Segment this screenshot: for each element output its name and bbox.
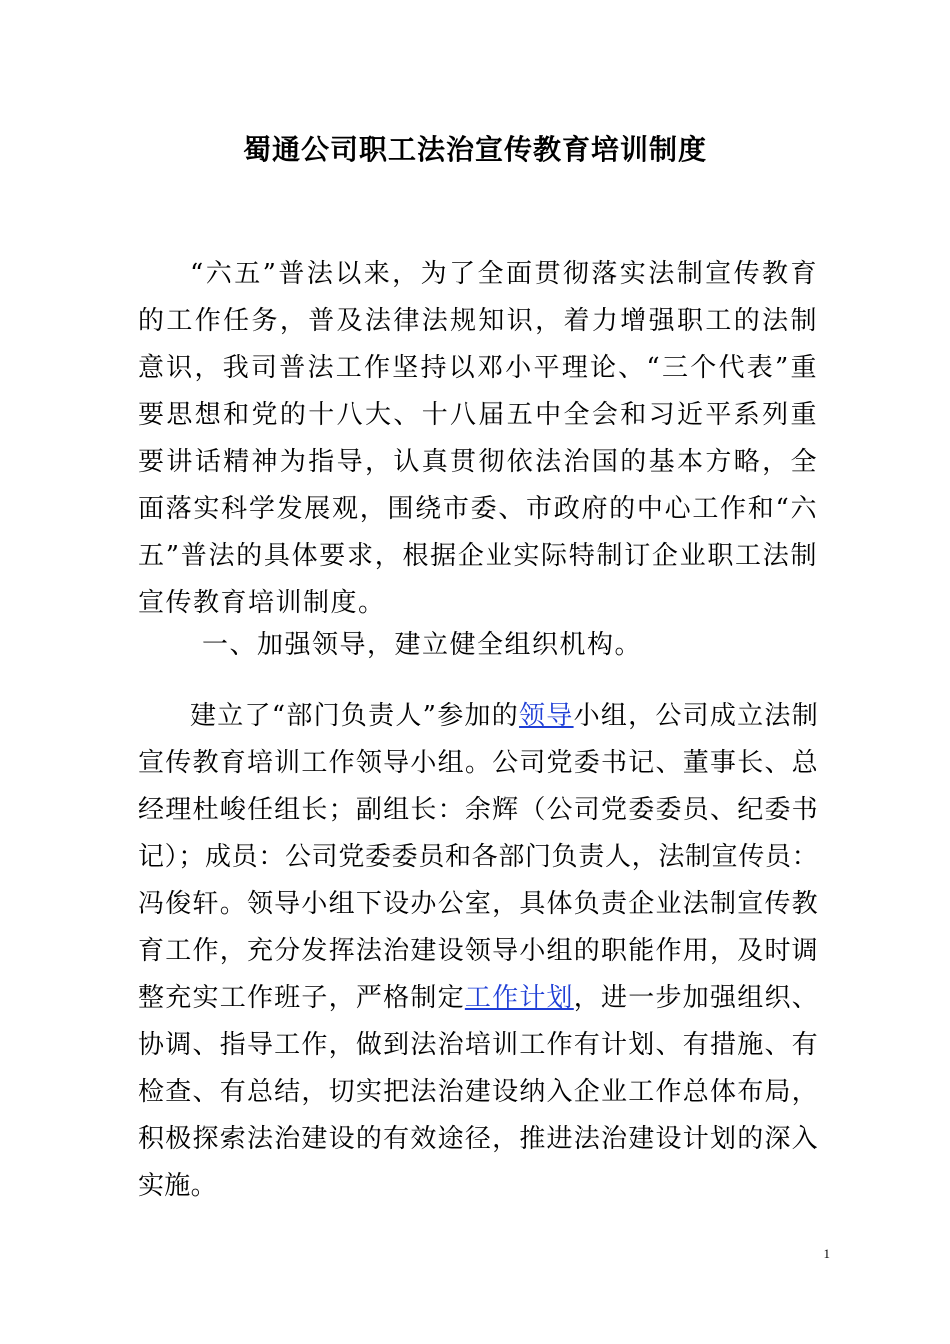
page-number: 1	[823, 1246, 830, 1261]
leadership-link[interactable]: 领导	[519, 701, 574, 731]
section-1-paragraph	[138, 693, 818, 1210]
paragraph-text-part-1: 建立了“部门负责人”参加的	[190, 701, 520, 731]
document-title: 蜀通公司职工法治宣传教育培训制度	[242, 133, 707, 166]
intro-paragraph: “六五”普法以来，为了全面贯彻落实法制宣传教育的工作任务，普及法律法规知识，着力增强职工的法制意识，我司普法工作坚持以邓小平理论、“三个代表”重要思想和党的十八大、十八届五中全会和习近平系列重要讲话精神为指导，认真贯彻依法治国的基本方略，全面落实科学发展观，围绕市委、市政府的中心工作和“六五”普法的具体要求，根据企业实际特制订企业职工法制宣传教育培训制度。	[138, 259, 818, 618]
section-heading-1: 一、加强领导，建立健全组织机构。	[202, 630, 643, 660]
paragraph-text-part-2: 小组，公司成立法制宣传教育培训工作领导小组。公司党委书记、董事长、总经理杜峻任组长；副组长：余辉（公司党委委员、纪委书记）；成员：公司党委委员和各部门负责人，法制宣传员：冯俊轩。领导小组下设办公室，具体负责企业法制宣传教育工作，充分发挥法治建设领导小组的职能作用，及时调整充实工作班子，严格制定	[138, 701, 819, 1013]
paragraph-text-part-3: ，进一步加强组织、协调、指导工作，做到法治培训工作有计划、有措施、有检查、有总结，切实把法治建设纳入企业工作总体布局，积极探索法治建设的有效途径，推进法治建设计划的深入实施。	[138, 983, 818, 1201]
work-plan-link[interactable]: 工作计划	[464, 983, 574, 1013]
